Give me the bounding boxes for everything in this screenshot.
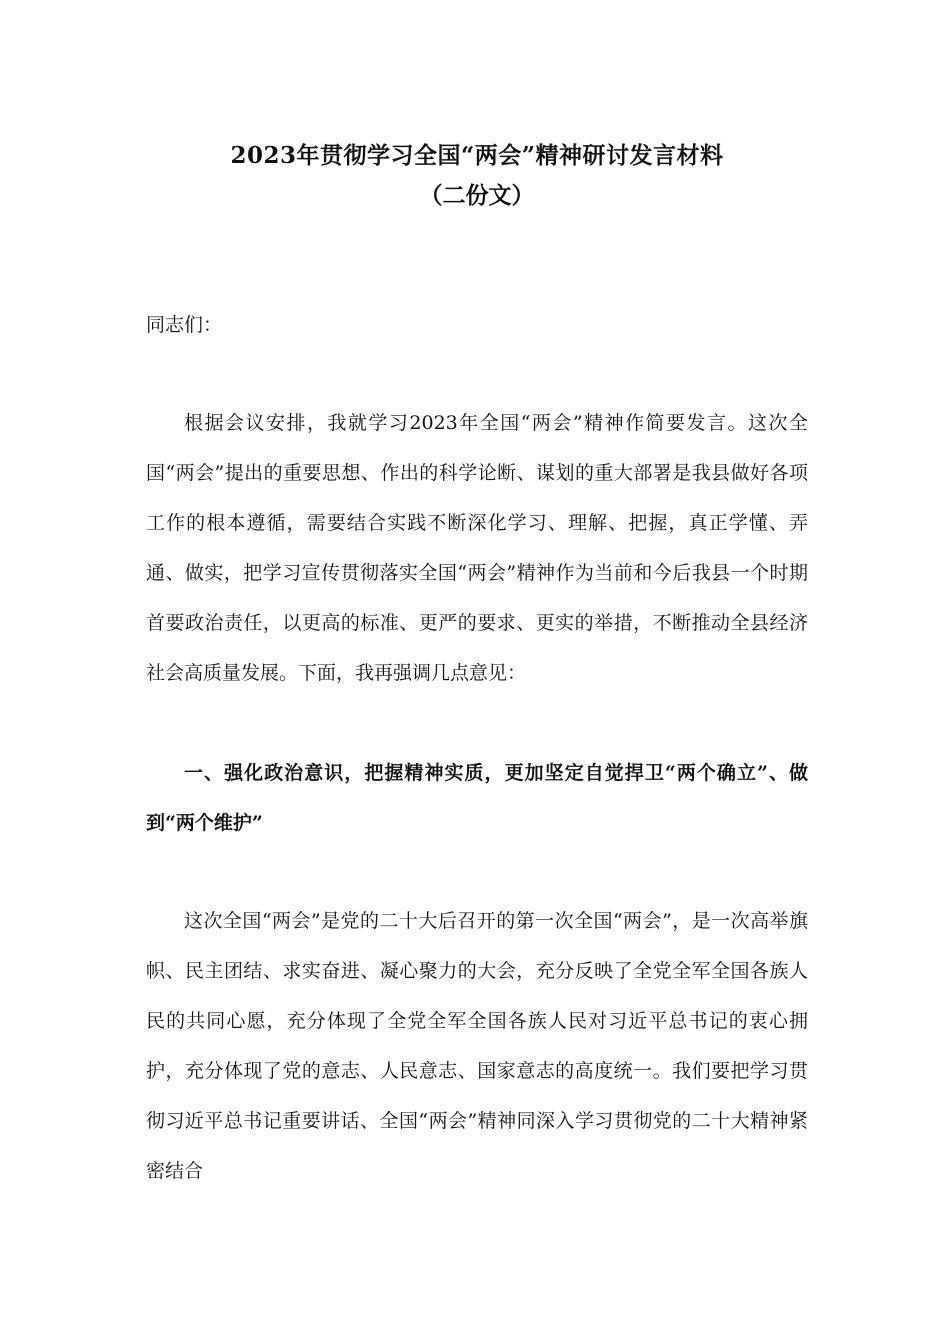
paragraph-section-1: 这次全国“两会”是党的二十大后召开的第一次全国“两会”，是一次高举旗帜、民主团结、求实奋进、凝心聚力的大会，充分反映了全党全军全国各族人民的共同心愿，充分体现了全党全军全国各族人民对习近平总书记的衷心拥护，充分体现了党的意志、人民意志、国家意志的高度统一。我们要把学习贯彻习近平总书记重要讲话、全国“两会”精神同深入学习贯彻党的二十大精神紧密结合 — [146, 910, 808, 1182]
document-subtitle: （二份文） — [419, 182, 535, 209]
paragraph-intro: 根据会议安排，我就学习2023年全国“两会”精神作简要发言。这次全国“两会”提出的重要思想、作出的科学论断、谋划的重大部署是我县做好各项工作的根本遵循，需要结合实践不断深化学习、理解、把握，真正学懂、弄通、做实，把学习宣传贯彻落实全国“两会”精神作为当前和今后我县一个时期首要政治责任，以更高的标准、更严的要求、更实的举措，不断推动全县经济社会高质量发展。下面，我再强调几点意见： — [146, 412, 808, 684]
document-title: 2023年贯彻学习全国“两会”精神研讨发言材料 — [230, 142, 724, 169]
section-heading-1: 一、强化政治意识，把握精神实质，更加坚定自觉捍卫“两个确立”、做到“两个维护” — [146, 762, 808, 834]
salutation: 同志们： — [146, 314, 223, 336]
